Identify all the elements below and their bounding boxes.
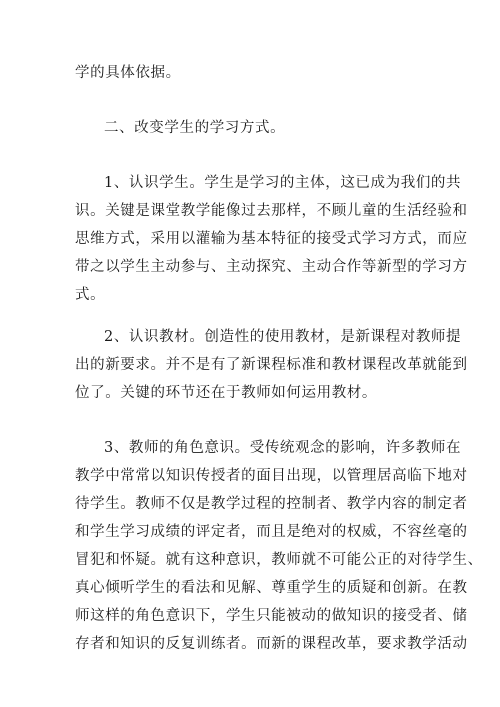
- paragraph-2-line: 位了。关键的环节还在于教师如何运用教材。: [75, 385, 377, 401]
- paragraph-2-line: 出的新要求。并不是有了新课程标准和教材课程改革就能到: [75, 357, 468, 373]
- paragraph-3-line: 和学生学习成绩的评定者，而且是绝对的权威，不容丝毫的: [75, 524, 468, 540]
- section-heading: 二、改变学生的学习方式。: [104, 120, 286, 136]
- paragraph-3-line: 冒犯和怀疑。就有这种意识，教师就不可能公正的对待学生、: [75, 552, 483, 568]
- paragraph-1-line: 思维方式，采用以灌输为基本特征的接受式学习方式，而应: [75, 231, 468, 247]
- paragraph-3-line: 师这样的角色意识下，学生只能被动的做知识的接受者、储: [75, 608, 468, 624]
- paragraph-2-line: 2、认识教材。创造性的使用教材，是新课程对教师提: [104, 329, 462, 345]
- paragraph-1-line: 式。: [75, 287, 106, 303]
- paragraph-3-line: 待学生。教师不仅是教学过程的控制者、教学内容的制定者: [75, 496, 468, 512]
- paragraph-3-line: 教学中常常以知识传授者的面目出现，以管理居高临下地对: [75, 468, 468, 484]
- paragraph-3-line: 存者和知识的反复训练者。而新的课程改革，要求教学活动: [75, 636, 468, 652]
- paragraph-3-line: 3、教师的角色意识。受传统观念的影响，许多教师在: [104, 440, 462, 456]
- paragraph-1-line: 1、认识学生。学生是学习的主体，这已成为我们的共: [104, 175, 462, 191]
- text-line: 学的具体依据。: [75, 65, 181, 81]
- paragraph-1-line: 带之以学生主动参与、主动探究、主动合作等新型的学习方: [75, 259, 468, 275]
- paragraph-1-line: 识。关键是课堂教学能像过去那样，不顾儿童的生活经验和: [75, 203, 468, 219]
- paragraph-3-line: 真心倾听学生的看法和见解、尊重学生的质疑和创新。在教: [75, 580, 468, 596]
